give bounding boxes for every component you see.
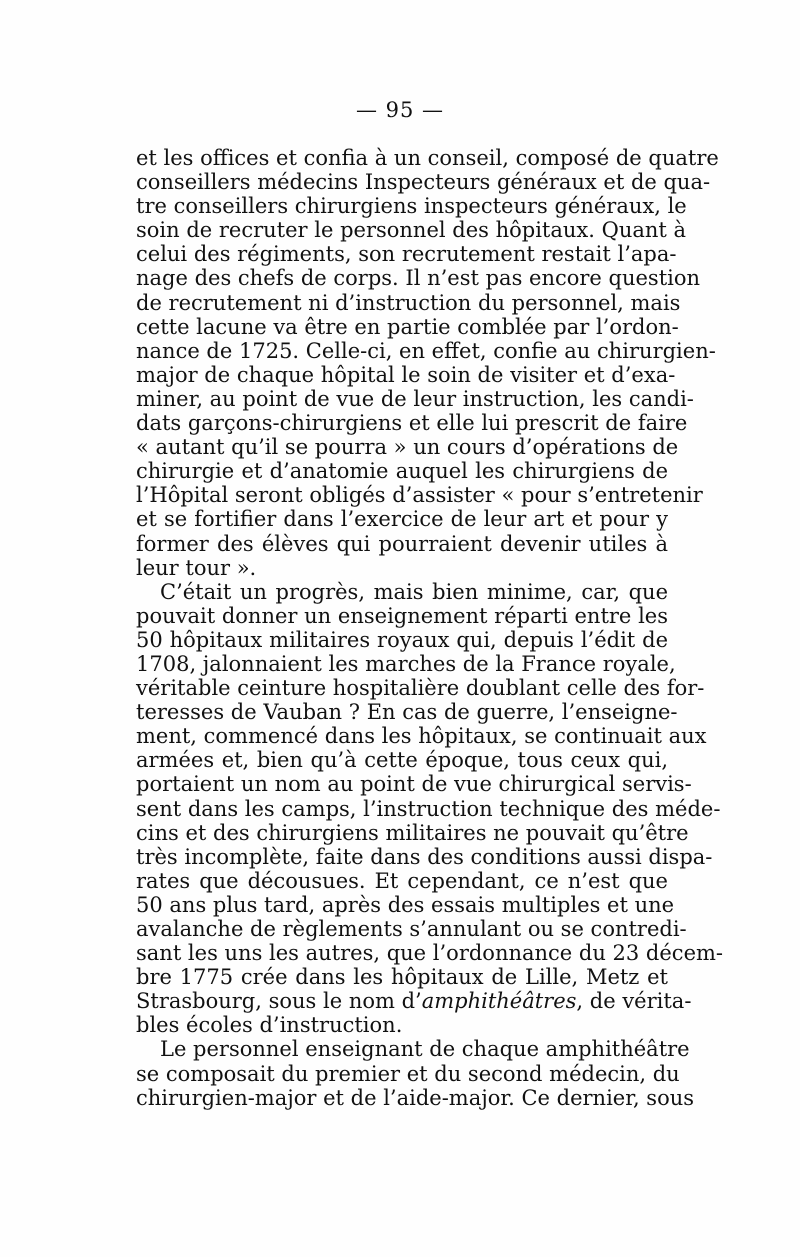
text-line: 1708, jalonnaient les marches de la France royale, bbox=[136, 651, 676, 676]
text-line: dats garçons-chirurgiens et elle lui prescrit de faire bbox=[136, 411, 688, 436]
paragraph-3 bbox=[136, 1037, 695, 1110]
italic-term: amphithéâtres bbox=[421, 989, 577, 1014]
text-line: conseillers médecins Inspecteurs généraux et de qua- bbox=[136, 170, 711, 195]
text-line: « autant qu’il se pourra » un cours d’opérations de bbox=[136, 435, 679, 460]
text-line: ment, commencé dans les hôpitaux, se continuait aux bbox=[136, 724, 707, 749]
text-line: bles écoles d’instruction. bbox=[136, 1013, 403, 1038]
text-line: former des élèves qui pourraient devenir utiles à bbox=[136, 531, 668, 556]
text-line: chirurgien-major et de l’aide-major. Ce dernier, sous bbox=[136, 1085, 695, 1110]
text-line: celui des régiments, son recrutement restait l’apa- bbox=[136, 242, 677, 267]
text-line: armées et, bien qu’à cette époque, tous ceux qui, bbox=[136, 748, 668, 773]
page-number: — 95 — bbox=[355, 98, 445, 122]
text-line: soin de recruter le personnel des hôpitaux. Quant à bbox=[136, 218, 687, 243]
paragraph-1 bbox=[136, 146, 719, 580]
text-line: l’Hôpital seront obligés d’assister « pour s’entretenir bbox=[136, 483, 703, 508]
text-line: sent dans les camps, l’instruction technique des méde- bbox=[136, 796, 721, 821]
text-line: miner, au point de vue de leur instruction, les candi- bbox=[136, 386, 694, 411]
text-line: rates que décousues. Et cependant, ce n’est que bbox=[136, 868, 668, 893]
text-line: de recrutement ni d’instruction du personnel, mais bbox=[136, 290, 681, 315]
text-fragment: Strasbourg, sous le nom d’ bbox=[136, 989, 422, 1014]
text-line: nance de 1725. Celle-ci, en effet, confie au chirurgien- bbox=[136, 338, 716, 363]
text-line: chirurgie et d’anatomie auquel les chirurgiens de bbox=[136, 459, 668, 484]
text-line: tre conseillers chirurgiens inspecteurs généraux, le bbox=[136, 194, 687, 219]
text-line: nage des chefs de corps. Il n’est pas encore question bbox=[136, 266, 701, 291]
text-line: pouvait donner un enseignement réparti entre les bbox=[136, 603, 668, 628]
text-fragment: , de vérita- bbox=[576, 989, 692, 1014]
text-line: sant les uns les autres, que l’ordonnance du 23 décem- bbox=[136, 941, 724, 966]
text-line: leur tour ». bbox=[136, 555, 257, 580]
text-line: et se fortifier dans l’exercice de leur art et pour y bbox=[136, 507, 668, 532]
text-line: très incomplète, faite dans des conditions aussi dispa- bbox=[136, 844, 713, 869]
paragraph-2 bbox=[136, 579, 724, 1038]
text-line: cins et des chirurgiens militaires ne pouvait qu’être bbox=[136, 820, 689, 845]
body-text bbox=[136, 146, 724, 1110]
text-line: et les offices et confia à un conseil, composé de quatre bbox=[136, 146, 719, 170]
text-line: teresses de Vauban ? En cas de guerre, l’enseigne- bbox=[136, 700, 678, 725]
text-line: se composait du premier et du second médecin, du bbox=[136, 1061, 680, 1086]
text-line: cette lacune va être en partie comblée par l’ordon- bbox=[136, 314, 679, 339]
text-line: véritable ceinture hospitalière doublant celle des for- bbox=[136, 676, 705, 701]
text-line-with-italic bbox=[136, 989, 692, 1014]
text-line: avalanche de règlements s’annulant ou se contredi- bbox=[136, 917, 687, 941]
text-line: 50 hôpitaux militaires royaux qui, depuis l’édit de bbox=[136, 627, 668, 652]
text-line: 50 ans plus tard, après des essais multiples et une bbox=[136, 892, 675, 917]
text-line: major de chaque hôpital le soin de visiter et d’exa- bbox=[136, 362, 676, 387]
text-line: bre 1775 crée dans les hôpitaux de Lille, Metz et bbox=[136, 965, 668, 990]
text-line: Le personnel enseignant de chaque amphithéâtre bbox=[160, 1037, 690, 1062]
text-line: C’était un progrès, mais bien minime, car, que bbox=[160, 579, 668, 604]
text-line: portaient un nom au point de vue chirurgical servis- bbox=[136, 772, 692, 797]
